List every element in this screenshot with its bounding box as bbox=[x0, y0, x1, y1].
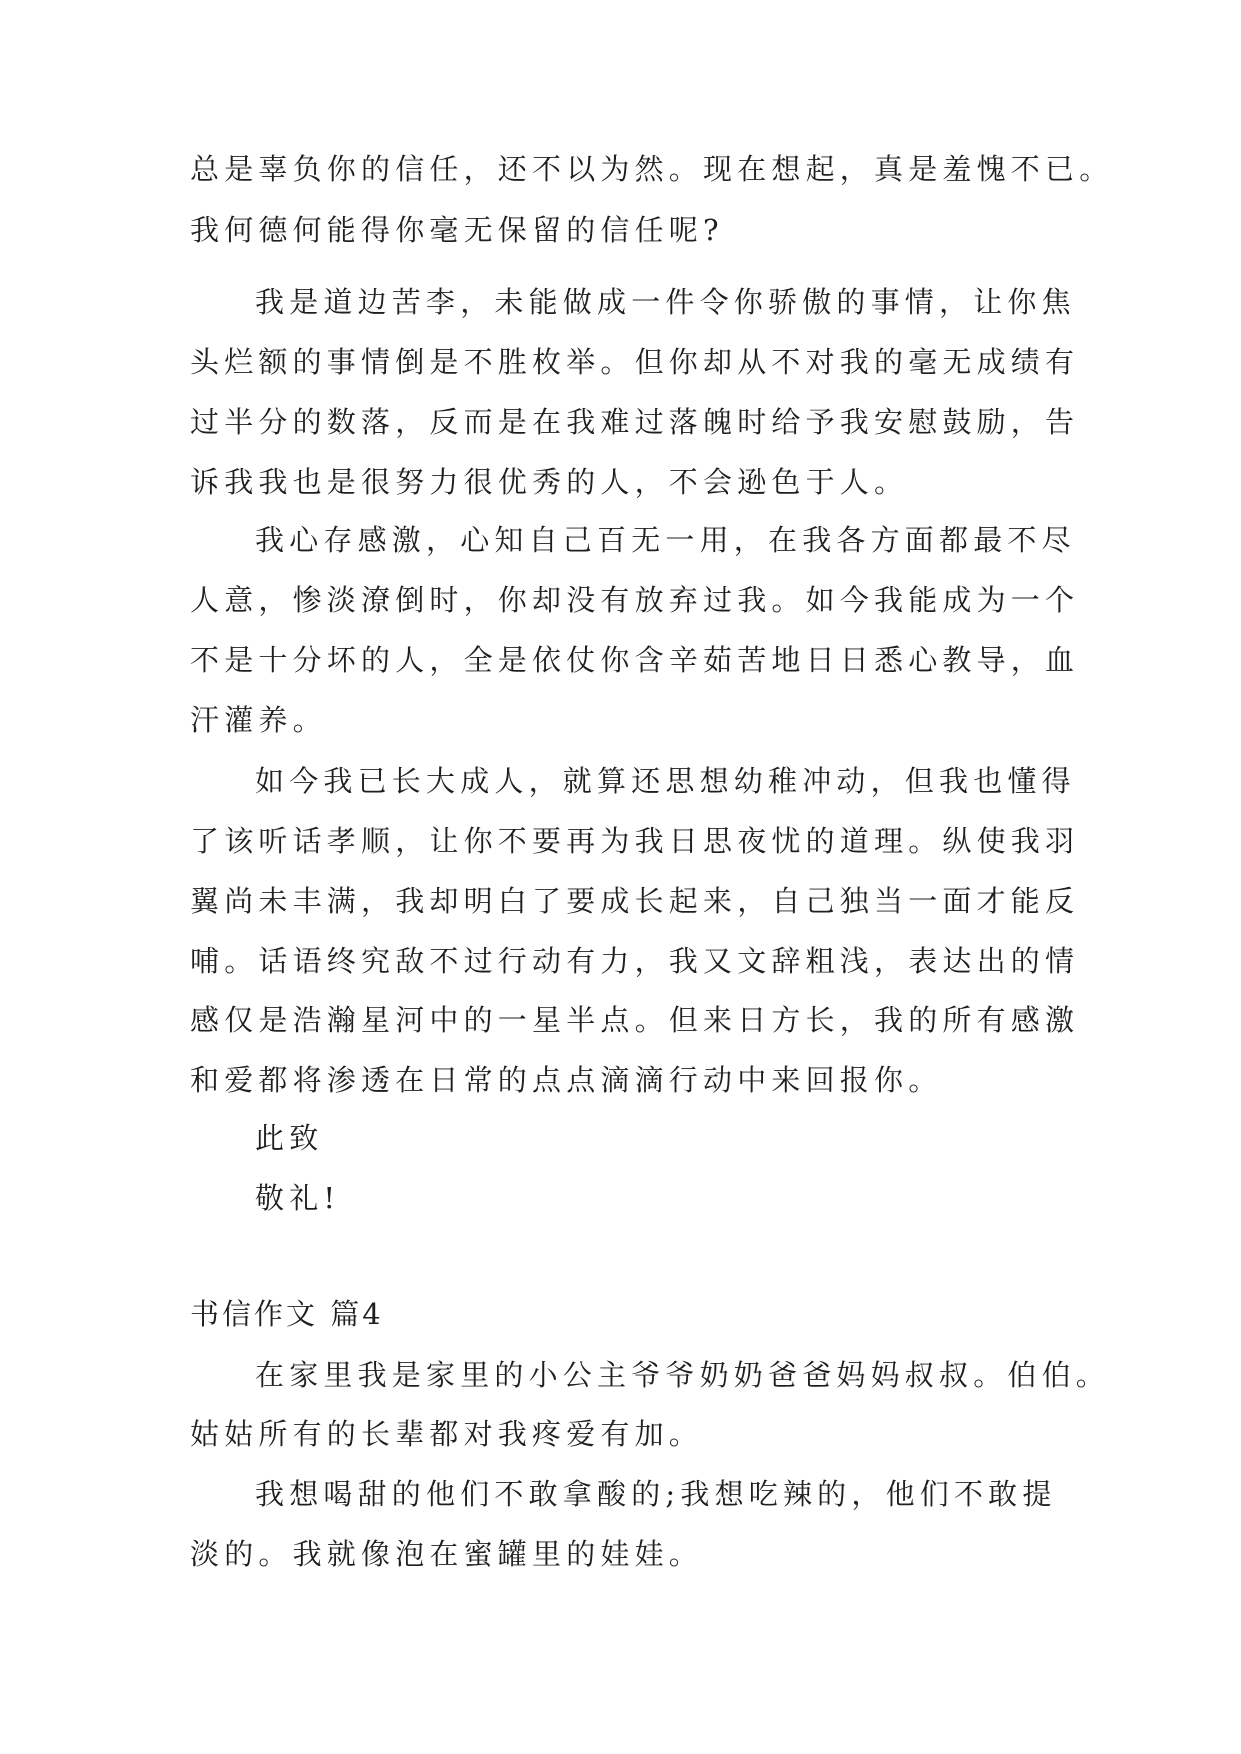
paragraph-line: 过半分的数落，反而是在我难过落魄时给予我安慰鼓励，告 bbox=[190, 405, 1080, 439]
paragraph-line: 和爱都将渗透在日常的点点滴滴行动中来回报你。 bbox=[190, 1063, 943, 1097]
paragraph-line: 哺。话语终究敌不过行动有力，我又文辞粗浅，表达出的情 bbox=[190, 944, 1080, 978]
paragraph-line: 总是辜负你的信任，还不以为然。现在想起，真是羞愧不已。 bbox=[190, 152, 1114, 186]
paragraph-line: 诉我我也是很努力很优秀的人，不会逊色于人。 bbox=[190, 465, 909, 499]
paragraph-line: 了该听话孝顺，让你不要再为我日思夜忧的道理。纵使我羽 bbox=[190, 824, 1080, 858]
paragraph-line: 不是十分坏的人，全是依仗你含辛茹苦地日日悉心教导，血 bbox=[190, 643, 1080, 677]
paragraph-line: 姑姑所有的长辈都对我疼爱有加。 bbox=[190, 1417, 704, 1451]
paragraph-line: 头烂额的事情倒是不胜枚举。但你却从不对我的毫无成绩有 bbox=[190, 345, 1080, 379]
paragraph-line: 我想喝甜的他们不敢拿酸的;我想吃辣的，他们不敢提 bbox=[255, 1477, 1057, 1511]
paragraph-line: 感仅是浩瀚星河中的一星半点。但来日方长，我的所有感激 bbox=[190, 1003, 1080, 1037]
paragraph-line: 我何德何能得你毫无保留的信任呢? bbox=[190, 213, 724, 247]
section-heading: 书信作文 篇4 bbox=[190, 1297, 384, 1331]
paragraph-line: 翼尚未丰满，我却明白了要成长起来，自己独当一面才能反 bbox=[190, 884, 1080, 918]
closing-line: 敬礼! bbox=[255, 1181, 341, 1215]
paragraph-line: 我是道边苦李，未能做成一件令你骄傲的事情，让你焦 bbox=[255, 285, 1076, 319]
paragraph-line: 淡的。我就像泡在蜜罐里的娃娃。 bbox=[190, 1537, 704, 1571]
paragraph-line: 汗灌养。 bbox=[190, 703, 327, 737]
closing-line: 此致 bbox=[255, 1121, 324, 1155]
paragraph-line: 人意，惨淡潦倒时，你却没有放弃过我。如今我能成为一个 bbox=[190, 583, 1080, 617]
paragraph-line: 如今我已长大成人，就算还思想幼稚冲动，但我也懂得 bbox=[255, 764, 1076, 798]
paragraph-line: 我心存感激，心知自己百无一用，在我各方面都最不尽 bbox=[255, 523, 1076, 557]
paragraph-line: 在家里我是家里的小公主爷爷奶奶爸爸妈妈叔叔。伯伯。 bbox=[255, 1358, 1111, 1392]
